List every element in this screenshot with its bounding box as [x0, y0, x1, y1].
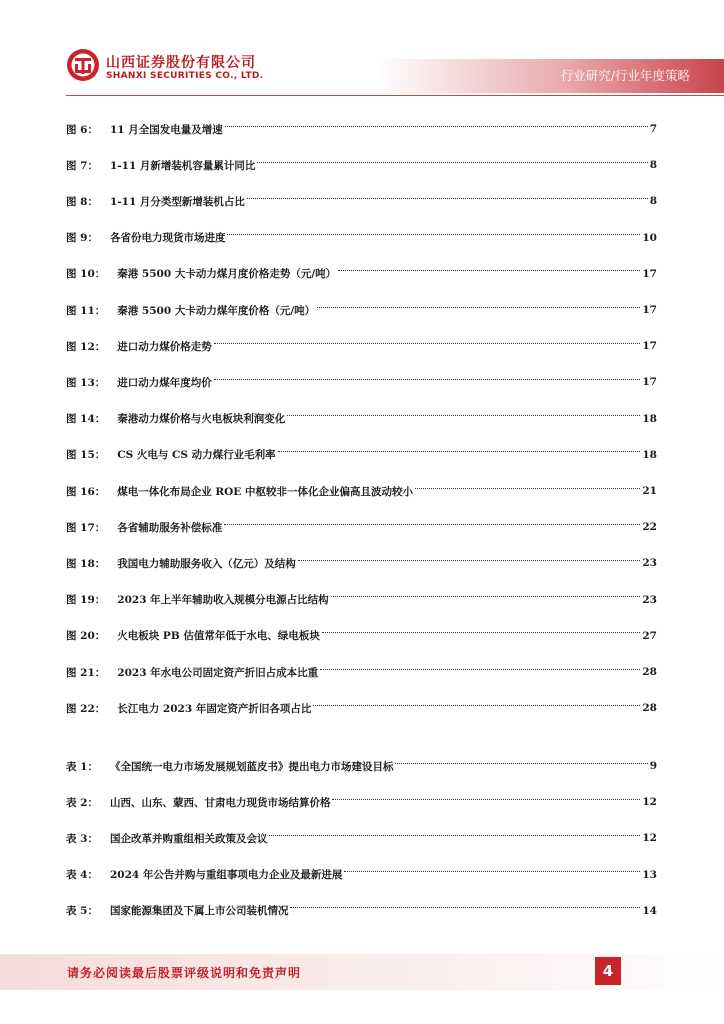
toc-entry-page: 8 [649, 195, 657, 208]
toc-entry-page: 23 [642, 593, 657, 606]
toc-entry[interactable] [66, 265, 657, 283]
toc-entry-title: 长江电力 2023 年固定资产折旧各项占比 [117, 702, 312, 715]
toc-entry-label: 图 9： [66, 232, 98, 245]
toc-entry-label: 图 20： [66, 630, 106, 643]
toc-leader-dots [257, 162, 647, 163]
toc-entry-page: 8 [649, 159, 657, 172]
toc-entry-title: 我国电力辅助服务收入（亿元）及结构 [117, 557, 296, 570]
toc-entry-page: 27 [642, 629, 657, 642]
toc-entry-page: 13 [642, 868, 657, 881]
toc-entry-title: 各省份电力现货市场进度 [109, 232, 226, 245]
toc-entry-page: 22 [642, 521, 657, 534]
toc-leader-dots [269, 835, 640, 836]
company-name-cn: 山西证券股份有限公司 [106, 55, 256, 71]
toc-entry[interactable] [66, 156, 657, 174]
toc-leader-dots [317, 307, 640, 308]
toc-entry-page: 12 [642, 832, 657, 845]
toc-entry-title: 1-11 月分类型新增装机占比 [109, 195, 245, 208]
toc-entry-label: 图 21： [66, 666, 106, 679]
toc-entry[interactable] [66, 229, 657, 247]
toc-entry[interactable] [66, 757, 657, 775]
toc-entry[interactable] [66, 120, 657, 138]
toc-entry-title: 秦港动力煤价格与火电板块利润变化 [117, 413, 286, 426]
toc-entry-page: 14 [642, 904, 657, 917]
report-section-title: 行业研究/行业年度策略 [560, 68, 690, 83]
toc-entry[interactable] [66, 192, 657, 210]
toc-leader-dots [338, 270, 640, 271]
toc-entry-label: 图 17： [66, 521, 106, 534]
toc-leader-dots [225, 126, 648, 127]
toc-leader-dots [332, 799, 640, 800]
toc-entry-page: 17 [642, 340, 657, 353]
toc-entry-title: 进口动力煤年度均价 [117, 376, 212, 389]
toc-entry-title: 煤电一体化布局企业 ROE 中枢较非一体化企业偏高且波动较小 [117, 485, 413, 498]
toc-entry-label: 图 15： [66, 449, 106, 462]
toc-entry-title: 国企改革并购重组相关政策及会议 [109, 832, 268, 845]
toc-entry[interactable] [66, 866, 657, 884]
toc-entry-title: 2023 年水电公司固定资产折旧占成本比重 [117, 666, 319, 679]
toc-entry-label: 图 7： [66, 159, 98, 172]
toc-entry-label: 图 12： [66, 340, 106, 353]
toc-entry-label: 图 13： [66, 376, 106, 389]
toc-entry[interactable] [66, 446, 657, 464]
page-header [0, 0, 724, 100]
toc-entry-title: 11 月全国发电量及增速 [109, 123, 223, 136]
toc-entry-label: 图 11： [66, 304, 106, 317]
toc-entry-page: 10 [642, 231, 657, 244]
header-divider [66, 95, 724, 96]
toc-entry[interactable] [66, 373, 657, 391]
toc-entry[interactable] [66, 482, 657, 500]
toc-entry-label: 表 5： [66, 905, 98, 918]
toc-entry-title: 秦港 5500 大卡动力煤年度价格（元/吨） [117, 304, 316, 317]
toc-entry-label: 表 4： [66, 869, 98, 882]
toc-entry-page: 7 [649, 123, 657, 135]
company-name-en: SHANXI SECURITIES CO., LTD. [106, 71, 264, 81]
toc-entry[interactable] [66, 410, 657, 428]
toc-entry-page: 9 [649, 760, 657, 772]
toc-entry-label: 图 18： [66, 557, 106, 570]
toc-entry[interactable] [66, 829, 657, 847]
toc-entry-label: 图 10： [66, 268, 106, 281]
toc-entry-title: 秦港 5500 大卡动力煤月度价格走势（元/吨） [117, 268, 337, 281]
toc-entry-page: 23 [642, 557, 657, 570]
disclaimer-notice: 请务必阅读最后股票评级说明和免责声明 [67, 966, 302, 980]
toc-entry-title: 2023 年上半年辅助收入规模分电源占比结构 [117, 594, 329, 607]
toc-entry-title: 1-11 月新增装机容量累计同比 [109, 159, 256, 172]
toc-entry[interactable] [66, 518, 657, 536]
toc-entry-page: 17 [642, 267, 657, 280]
toc-leader-dots [224, 524, 640, 525]
page-number: 4 [595, 957, 621, 985]
toc-entry[interactable] [66, 627, 657, 645]
toc-leader-dots [247, 198, 648, 199]
toc-entry-label: 图 6： [66, 123, 98, 136]
toc-leader-dots [313, 705, 640, 706]
toc-entry-title: 《全国统一电力市场发展规划蓝皮书》提出电力市场建设目标 [109, 760, 394, 773]
toc-entry-title: 火电板块 PB 估值常年低于水电、绿电板块 [117, 630, 320, 643]
toc-entry-page: 28 [642, 666, 657, 678]
toc-leader-dots [344, 871, 640, 872]
toc-entry-page: 21 [642, 485, 657, 497]
toc-leader-dots [415, 488, 640, 489]
toc-entry-title: 2024 年公告并购与重组事项电力企业及最新进展 [109, 869, 343, 882]
toc-entry-label: 图 22： [66, 702, 106, 715]
toc-entry-page: 18 [642, 448, 657, 461]
toc-leader-dots [331, 596, 641, 597]
toc-entry[interactable] [66, 699, 657, 717]
toc-entry-title: 进口动力煤价格走势 [117, 340, 212, 353]
toc-leader-dots [214, 343, 641, 344]
toc-entry-label: 图 14： [66, 413, 106, 426]
toc-entry-page: 17 [642, 376, 657, 389]
toc-entry[interactable] [66, 301, 657, 319]
toc-entry[interactable] [66, 663, 657, 681]
toc-entry-label: 表 2： [66, 796, 98, 809]
toc-entry-label: 图 8： [66, 195, 98, 208]
toc-leader-dots [320, 669, 640, 670]
toc-leader-dots [395, 763, 647, 764]
toc-entry-title: 各省辅助服务补偿标准 [117, 521, 223, 534]
toc-entry-label: 图 16： [66, 485, 106, 498]
toc-entry[interactable] [66, 554, 657, 572]
shanxi-securities-logo-icon [66, 48, 100, 82]
toc-entry-label: 表 1： [66, 760, 98, 773]
toc-entry-title: CS 火电与 CS 动力煤行业毛利率 [117, 449, 276, 462]
toc-entry-title: 山西、山东、蒙西、甘肃电力现货市场结算价格 [109, 796, 331, 809]
toc-leader-dots [298, 560, 641, 561]
toc-leader-dots [287, 415, 640, 416]
toc-entry[interactable] [66, 793, 657, 811]
toc-leader-dots [278, 451, 641, 452]
toc-entry-page: 28 [642, 702, 657, 715]
toc-entry-page: 17 [642, 304, 657, 316]
toc-leader-dots [322, 632, 641, 633]
toc-leader-dots [290, 907, 640, 908]
toc-leader-dots [214, 379, 641, 380]
toc-entry-label: 表 3： [66, 832, 98, 845]
toc-entry[interactable] [66, 337, 657, 355]
toc-entry-label: 图 19： [66, 594, 106, 607]
toc-entry-page: 18 [642, 412, 657, 425]
toc-entry[interactable] [66, 591, 657, 609]
toc-entry[interactable] [66, 902, 657, 920]
toc-leader-dots [227, 234, 640, 235]
toc-entry-page: 12 [642, 796, 657, 809]
toc-entry-title: 国家能源集团及下属上市公司装机情况 [109, 905, 289, 918]
